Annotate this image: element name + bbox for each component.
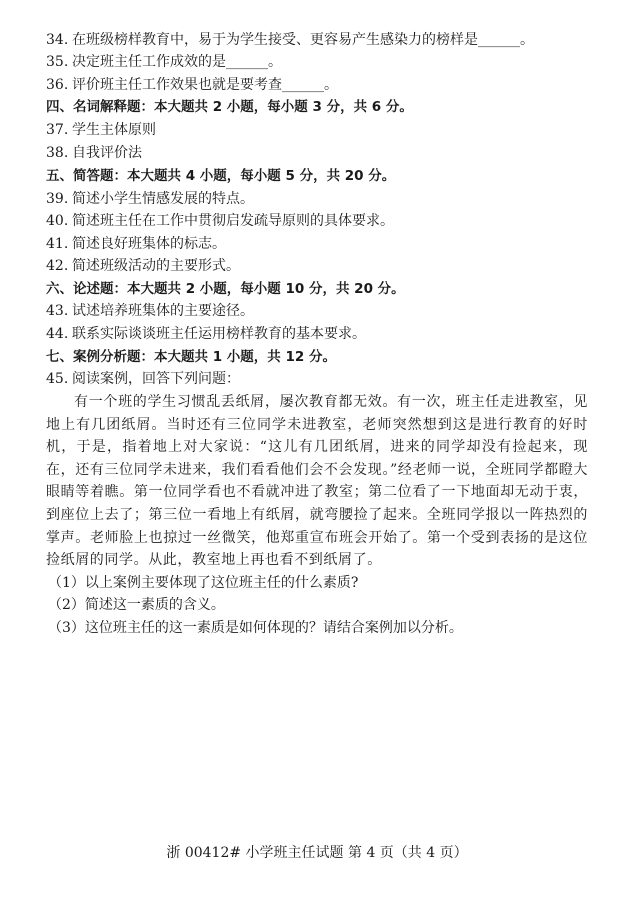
section-heading-7: 七、案例分析题：本大题共 1 小题，共 12 分。 [46,349,336,365]
question-text: 简述良好班集体的标志。 [72,236,226,252]
section-heading-4: 四、名词解释题：本大题共 2 小题，每小题 3 分，共 6 分。 [46,99,413,115]
question-text: 简述班主任在工作中贯彻启发疏导原则的具体要求。 [72,213,394,229]
question-text: 阅读案例，回答下列问题： [72,371,240,387]
question-number: 34. [46,32,69,48]
question-43 [46,302,254,320]
question-text: 简述班级活动的主要形式。 [72,258,240,274]
question-number: 41. [46,236,69,252]
section-heading-5: 五、简答题：本大题共 4 小题，每小题 5 分，共 20 分。 [46,168,396,184]
question-number: 43. [46,303,69,319]
question-number: 38. [46,145,69,161]
question-number: 35. [46,54,69,70]
question-number: 42. [46,258,69,274]
question-text: 决定班主任工作成效的是______。 [72,54,282,70]
question-number: 40. [46,213,69,229]
question-text: 简述小学生情感发展的特点。 [72,191,254,207]
question-42 [46,257,240,275]
question-44 [46,325,366,343]
question-number: 37. [46,122,69,138]
question-text: 评价班主任工作效果也就是要考查______。 [72,77,338,93]
question-45 [46,370,240,388]
question-text: 在班级榜样教育中，易于为学生接受、更容易产生感染力的榜样是______。 [72,32,534,48]
question-number: 44. [46,326,69,342]
question-number: 45. [46,371,69,387]
question-text: 试述培养班集体的主要途径。 [72,303,254,319]
sub-question-1: （1）以上案例主要体现了这位班主任的什么素质? [48,575,359,591]
section-heading-6: 六、论述题：本大题共 2 小题，每小题 10 分，共 20 分。 [46,281,405,297]
question-35 [46,53,282,71]
question-34 [46,31,534,49]
question-36 [46,76,338,94]
sub-question-2: （2）简述这一素质的含义。 [48,597,225,613]
question-40 [46,212,394,230]
question-text: 学生主体原则 [72,122,156,138]
question-number: 39. [46,191,69,207]
question-number: 36. [46,77,69,93]
case-text: 有一个班的学生习惯乱丢纸屑，屡次教育都无效。有一次，班主任走进教室，见地上有几团纸屑。当时还有三位同学未进教室，老师突然想到这是进行教育的好时机，于是，指着地上对大家说：“这儿有几团纸屑，进来的同学却没有捡起来，现在，还有三位同学未进来，我们看看他们会不会发现。”经老师一说，全班同学都瞪大眼睛等着瞧。第一位同学看也不看就冲进了教室；第二位看了一下地面却无动于衷，到座位上去了；第三位一看地上有纸屑，就弯腰捡了起来。全班同学报以一阵热烈的掌声。老师脸上也掠过一丝微笑，他郑重宣布班会开始了。第一个受到表扬的是这位捡纸屑的同学。从此，教室地上再也看不到纸屑了。 [46,394,588,569]
question-text: 联系实际谈谈班主任运用榜样教育的基本要求。 [72,326,366,342]
question-39 [46,190,254,208]
question-text: 自我评价法 [72,145,142,161]
question-38 [46,144,142,162]
question-41 [46,235,226,253]
question-37 [46,121,156,139]
sub-question-3: （3）这位班主任的这一素质是如何体现的？请结合案例加以分析。 [48,620,463,636]
page-footer: 浙 00412# 小学班主任试题 第 4 页（共 4 页） [166,845,468,861]
